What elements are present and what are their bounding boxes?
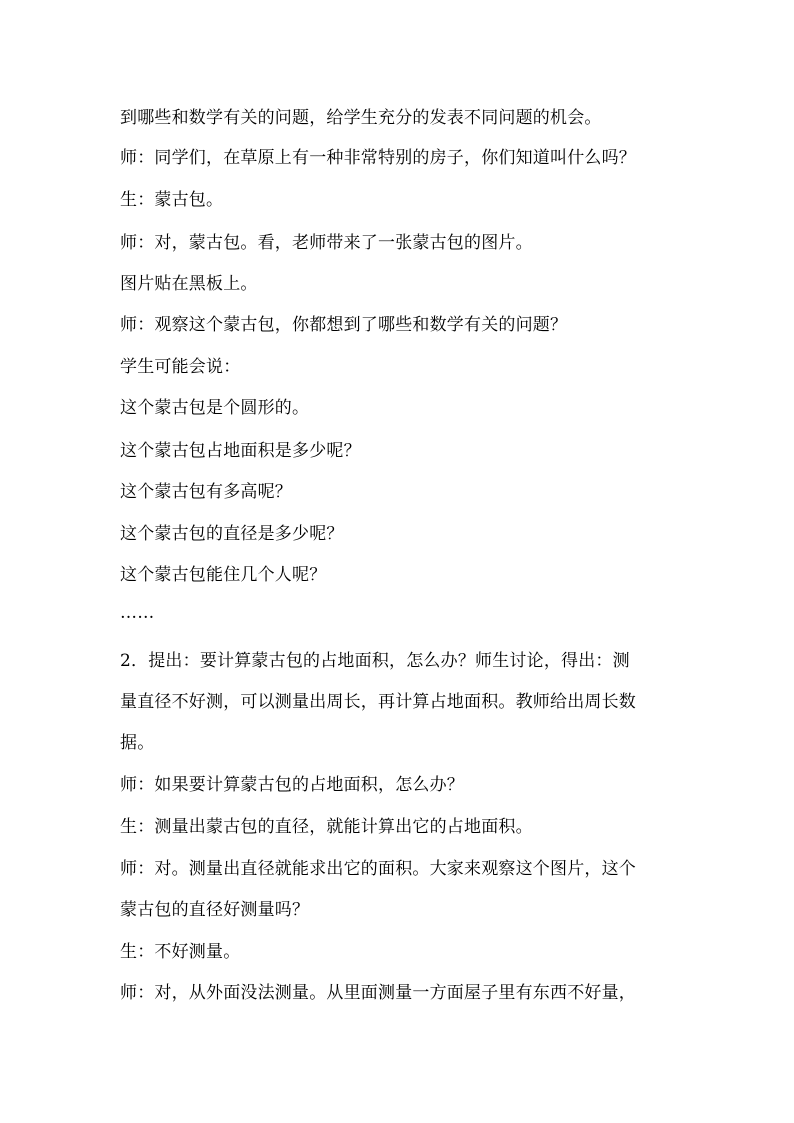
text-line: 生：蒙古包。: [120, 190, 224, 210]
text-line: 师：对，从外面没法测量。从里面测量一方面屋子里有东西不好量，: [120, 983, 636, 1003]
text-line: 2．提出：要计算蒙古包的占地面积，怎么办？师生讨论，得出：测: [120, 651, 630, 671]
ellipsis-line: ……: [120, 603, 155, 623]
text-line: 师：如果要计算蒙古包的占地面积，怎么办？: [120, 775, 464, 795]
text-line: 师：对。测量出直径就能求出它的面积。大家来观察这个图片，这个: [120, 859, 636, 879]
text-line: 师：同学们，在草原上有一种非常特别的房子，你们知道叫什么吗？: [120, 148, 636, 168]
text-line: 生：测量出蒙古包的直径，就能计算出它的占地面积。: [120, 817, 533, 837]
text-line: 蒙古包的直径好测量吗？: [120, 900, 310, 920]
text-line: 据。: [120, 733, 155, 753]
text-line: 图片贴在黑板上。: [120, 274, 258, 294]
text-line: 这个蒙古包是个圆形的。: [120, 398, 310, 418]
text-line: 这个蒙古包的直径是多少呢？: [120, 524, 344, 544]
text-line: 师：对，蒙古包。看，老师带来了一张蒙古包的图片。: [120, 233, 533, 253]
text-line: 这个蒙古包能住几个人呢？: [120, 565, 327, 585]
text-line: 这个蒙古包有多高呢？: [120, 482, 292, 502]
text-line: 到哪些和数学有关的问题，给学生充分的发表不同问题的机会。: [120, 108, 602, 128]
text-line: 量直径不好测，可以测量出周长，再计算占地面积。教师给出周长数: [120, 692, 636, 712]
text-line: 生：不好测量。: [120, 942, 241, 962]
text-line: 这个蒙古包占地面积是多少呢？: [120, 441, 361, 461]
text-line: 学生可能会说：: [120, 357, 241, 377]
text-line: 师：观察这个蒙古包，你都想到了哪些和数学有关的问题？: [120, 315, 568, 335]
